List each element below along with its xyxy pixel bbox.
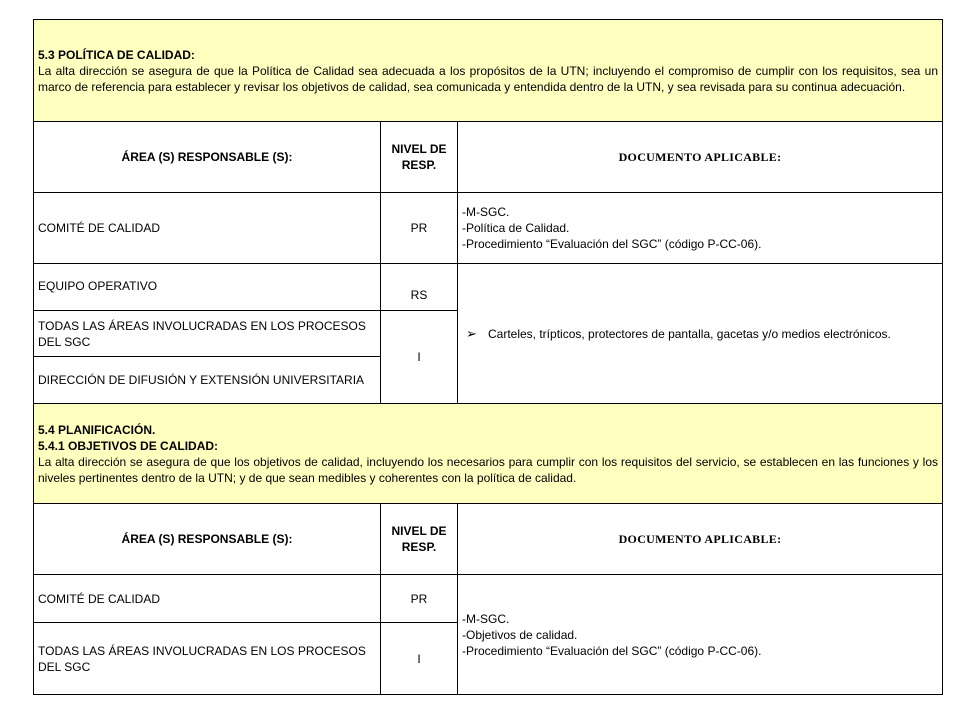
documento-line: -M-SGC. xyxy=(462,611,510,626)
nivel-cell: I xyxy=(381,311,458,404)
arrow-bullet-icon: ➢ xyxy=(466,325,477,341)
documento-cell xyxy=(458,575,943,695)
bullet-text: Carteles, trípticos, protectores de pantalla, gacetas y/o medios electrónicos. xyxy=(488,326,891,341)
bullet-item xyxy=(462,326,938,342)
nivel-cell: PR xyxy=(381,193,458,264)
documento-line: -Procedimiento “Evaluación del SGC” (código P-CC-06). xyxy=(462,237,762,251)
section-5-4 xyxy=(34,404,943,504)
nivel-cell: PR xyxy=(381,575,458,623)
area-cell: TODAS LAS ÁREAS INVOLUCRADAS EN LOS PROCESOS DEL SGC xyxy=(34,311,381,357)
area-cell: DIRECCIÓN DE DIFUSIÓN Y EXTENSIÓN UNIVERSITARIA xyxy=(34,357,381,404)
area-cell: COMITÉ DE CALIDAD xyxy=(34,193,381,264)
area-cell: TODAS LAS ÁREAS INVOLUCRADAS EN LOS PROCESOS DEL SGC xyxy=(34,623,381,695)
documento-cell xyxy=(458,264,943,404)
section-5-3-title: 5.3 POLÍTICA DE CALIDAD: xyxy=(38,47,195,62)
section-5-3-body: La alta dirección se asegura de que la Política de Calidad sea adecuada a los propósitos de la UTN; incluyendo el compromiso de cumplir con los requisitos, sea un marco de referencia para establecer y revisar los objetivos de calidad, sea comunicada y entendida dentro de la UTN, y sea revisada para su continua adecuación. xyxy=(38,63,938,94)
header-nivel-resp: NIVEL DE RESP. xyxy=(381,122,458,193)
section-5-4-1-title: 5.4.1 OBJETIVOS DE CALIDAD: xyxy=(38,438,219,453)
documento-cell xyxy=(458,193,943,264)
documento-line: -Objetivos de calidad. xyxy=(462,627,578,642)
header-documento-aplicable: DOCUMENTO APLICABLE: xyxy=(458,504,943,575)
nivel-cell: RS xyxy=(381,264,458,311)
quality-policy-table xyxy=(33,19,943,695)
documento-line: -Política de Calidad. xyxy=(462,221,570,235)
section-5-4-title: 5.4 PLANIFICACIÓN. xyxy=(38,422,156,437)
area-cell: EQUIPO OPERATIVO xyxy=(34,264,381,311)
documento-line: -M-SGC. xyxy=(462,205,510,219)
area-cell: COMITÉ DE CALIDAD xyxy=(34,575,381,623)
documento-line: -Procedimiento “Evaluación del SGC” (código P-CC-06). xyxy=(462,643,762,658)
header-area-responsable: ÁREA (S) RESPONSABLE (S): xyxy=(34,122,381,193)
header-area-responsable: ÁREA (S) RESPONSABLE (S): xyxy=(34,504,381,575)
section-5-3 xyxy=(34,20,943,122)
nivel-cell: I xyxy=(381,623,458,695)
header-documento-aplicable: DOCUMENTO APLICABLE: xyxy=(458,122,943,193)
section-5-4-body: La alta dirección se asegura de que los objetivos de calidad, incluyendo los necesarios para cumplir con los requisitos del servicio, se establecen en las funciones y los niveles pertinentes dentro de la UTN; y de que sean medibles y coherentes con la política de calidad. xyxy=(38,454,938,485)
header-nivel-resp: NIVEL DE RESP. xyxy=(381,504,458,575)
